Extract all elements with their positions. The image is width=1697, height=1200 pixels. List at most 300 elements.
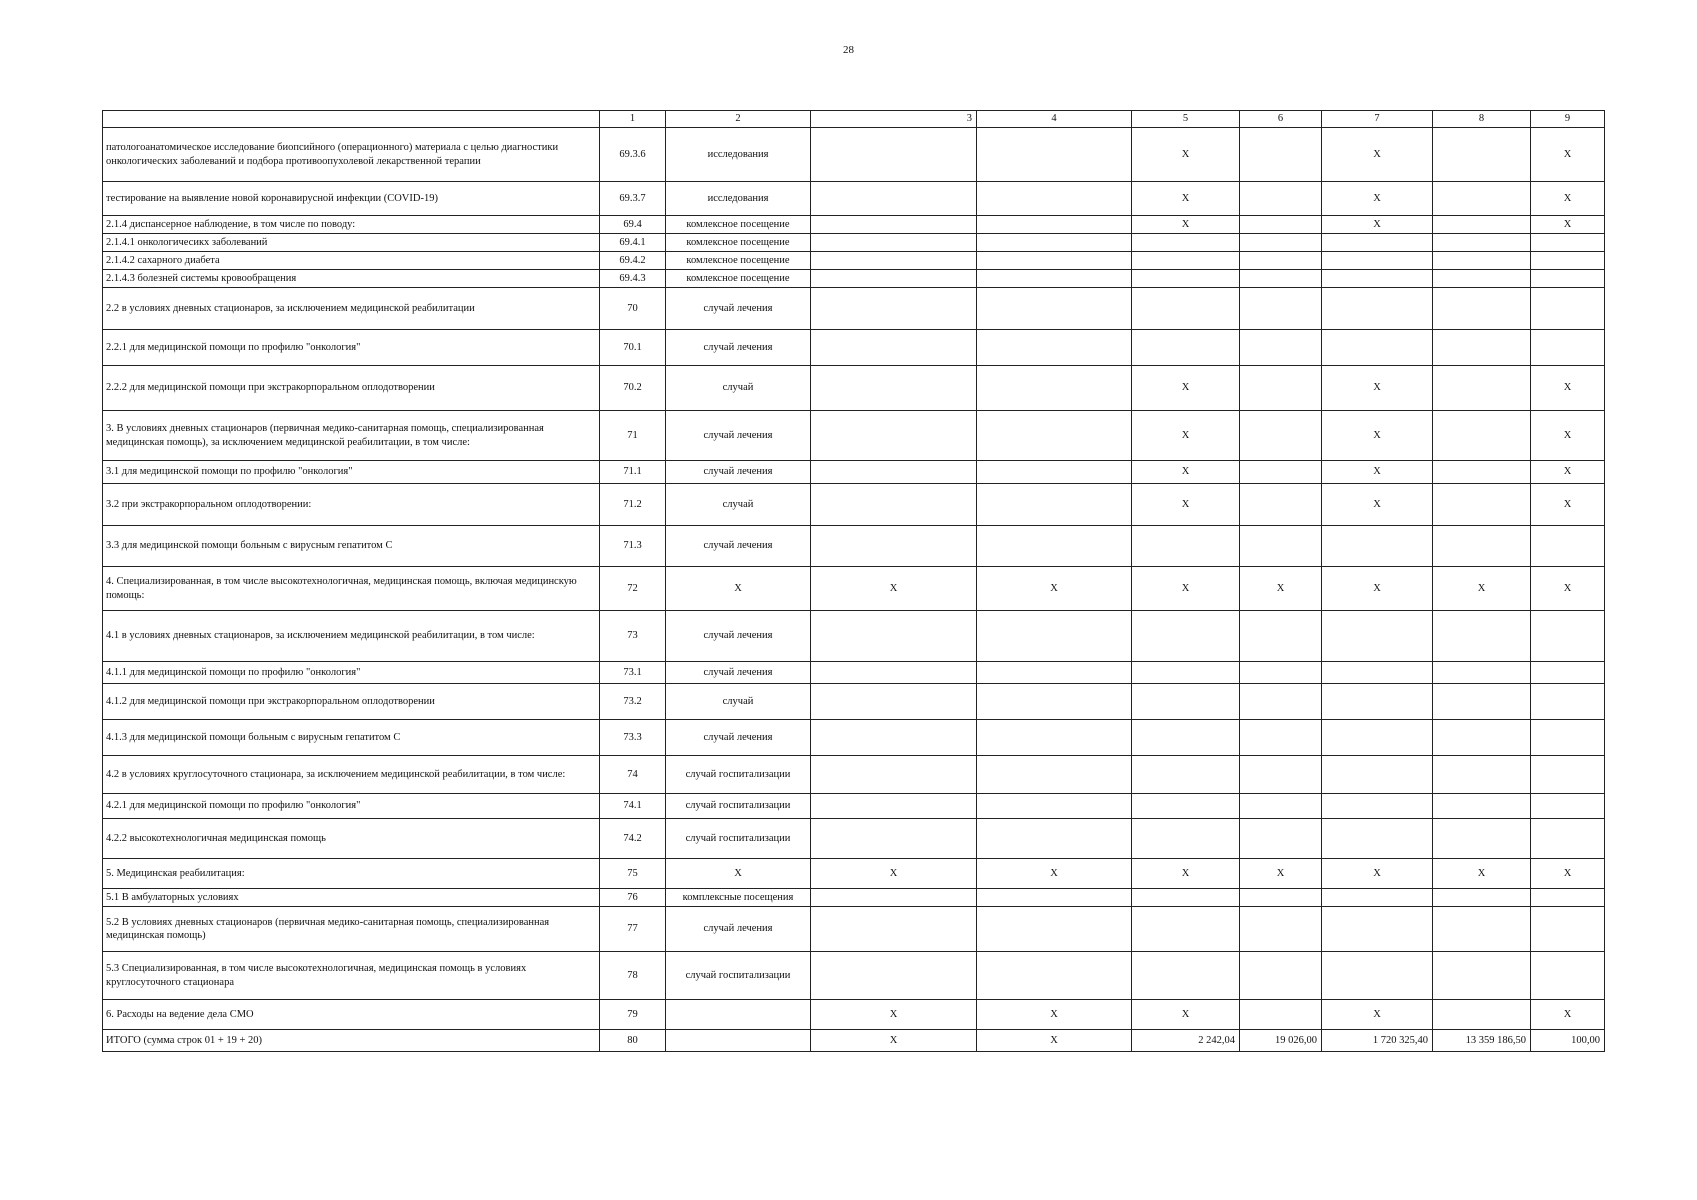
- row-col7-cell: X: [1322, 216, 1433, 234]
- table-row: [103, 411, 1605, 461]
- row-col5-cell: [1132, 526, 1240, 567]
- row-col7-cell: [1322, 794, 1433, 819]
- row-col4-cell: [977, 411, 1132, 461]
- row-unit-cell: случай госпитализации: [666, 794, 811, 819]
- row-col4-cell: [977, 756, 1132, 794]
- row-col4-cell: X: [977, 1000, 1132, 1030]
- row-number-cell: 71.2: [600, 484, 666, 526]
- row-col4-cell: [977, 720, 1132, 756]
- row-col9-cell: [1531, 526, 1605, 567]
- row-col9-cell: X: [1531, 411, 1605, 461]
- row-name-cell: 5.2 В условиях дневных стационаров (первичная медико-санитарная помощь, специализированная медицинская помощь): [103, 907, 600, 952]
- row-col6-cell: [1240, 684, 1322, 720]
- row-col4-cell: [977, 216, 1132, 234]
- row-number-cell: 71: [600, 411, 666, 461]
- row-col8-cell: [1433, 270, 1531, 288]
- row-col7-cell: X: [1322, 567, 1433, 611]
- row-col8-cell: [1433, 411, 1531, 461]
- row-col4-cell: [977, 484, 1132, 526]
- row-number-cell: 73.2: [600, 684, 666, 720]
- row-col3-cell: [811, 461, 977, 484]
- row-unit-cell: случай лечения: [666, 330, 811, 366]
- row-col6-cell: [1240, 270, 1322, 288]
- row-col7-cell: [1322, 234, 1433, 252]
- row-col5-cell: [1132, 270, 1240, 288]
- row-unit-cell: комлексное посещение: [666, 234, 811, 252]
- row-col8-cell: [1433, 819, 1531, 859]
- row-col7-cell: [1322, 288, 1433, 330]
- row-col7-cell: [1322, 330, 1433, 366]
- row-number-cell: 71.3: [600, 526, 666, 567]
- row-name-cell: 2.1.4.2 сахарного диабета: [103, 252, 600, 270]
- row-col6-cell: [1240, 234, 1322, 252]
- row-number-cell: 70.1: [600, 330, 666, 366]
- row-unit-cell: случай лечения: [666, 288, 811, 330]
- row-col8-cell: X: [1433, 567, 1531, 611]
- header-cell-0: [103, 111, 600, 128]
- header-cell-1: 1: [600, 111, 666, 128]
- row-name-cell: 2.2 в условиях дневных стационаров, за исключением медицинской реабилитации: [103, 288, 600, 330]
- row-col7-cell: X: [1322, 859, 1433, 889]
- row-col4-cell: [977, 182, 1132, 216]
- row-col6-cell: X: [1240, 859, 1322, 889]
- row-col8-cell: [1433, 1000, 1531, 1030]
- row-col7-cell: [1322, 819, 1433, 859]
- row-name-cell: 4.2 в условиях круглосуточного стационара, за исключением медицинской реабилитации, в том числе:: [103, 756, 600, 794]
- row-col9-cell: X: [1531, 567, 1605, 611]
- row-unit-cell: случай лечения: [666, 720, 811, 756]
- row-col9-cell: [1531, 794, 1605, 819]
- row-col5-cell: X: [1132, 484, 1240, 526]
- row-col3-cell: [811, 411, 977, 461]
- row-col3-cell: [811, 907, 977, 952]
- row-col7-cell: X: [1322, 411, 1433, 461]
- row-col8-cell: [1433, 889, 1531, 907]
- header-cell-8: 8: [1433, 111, 1531, 128]
- row-unit-cell: случай лечения: [666, 907, 811, 952]
- header-cell-5: 5: [1132, 111, 1240, 128]
- row-col6-cell: [1240, 330, 1322, 366]
- row-number-cell: 69.4: [600, 216, 666, 234]
- row-unit-cell: случай: [666, 484, 811, 526]
- row-col9-cell: 100,00: [1531, 1030, 1605, 1052]
- row-col3-cell: [811, 662, 977, 684]
- row-col9-cell: X: [1531, 216, 1605, 234]
- row-col8-cell: X: [1433, 859, 1531, 889]
- row-col3-cell: [811, 234, 977, 252]
- row-col5-cell: X: [1132, 182, 1240, 216]
- row-col4-cell: X: [977, 859, 1132, 889]
- row-unit-cell: случай лечения: [666, 461, 811, 484]
- row-name-cell: 3.3 для медицинской помощи больным с вирусным гепатитом С: [103, 526, 600, 567]
- row-name-cell: 6. Расходы на ведение дела СМО: [103, 1000, 600, 1030]
- row-col3-cell: [811, 889, 977, 907]
- row-col3-cell: [811, 270, 977, 288]
- row-number-cell: 73.3: [600, 720, 666, 756]
- row-col7-cell: X: [1322, 484, 1433, 526]
- row-col9-cell: [1531, 330, 1605, 366]
- table-row: [103, 128, 1605, 182]
- table-row: [103, 756, 1605, 794]
- row-col5-cell: [1132, 662, 1240, 684]
- row-col7-cell: [1322, 684, 1433, 720]
- table-body: [103, 111, 1605, 1052]
- row-col8-cell: [1433, 907, 1531, 952]
- row-col3-cell: X: [811, 567, 977, 611]
- row-col4-cell: [977, 128, 1132, 182]
- row-col7-cell: X: [1322, 461, 1433, 484]
- row-unit-cell: [666, 1000, 811, 1030]
- row-col6-cell: [1240, 1000, 1322, 1030]
- row-col7-cell: [1322, 720, 1433, 756]
- header-cell-4: 4: [977, 111, 1132, 128]
- row-number-cell: 72: [600, 567, 666, 611]
- row-unit-cell: случай: [666, 366, 811, 411]
- row-col3-cell: [811, 819, 977, 859]
- row-col9-cell: [1531, 819, 1605, 859]
- row-col9-cell: [1531, 662, 1605, 684]
- row-col9-cell: [1531, 234, 1605, 252]
- row-col5-cell: [1132, 234, 1240, 252]
- row-col8-cell: [1433, 128, 1531, 182]
- row-name-cell: тестирование на выявление новой коронавирусной инфекции (COVID-19): [103, 182, 600, 216]
- row-number-cell: 74: [600, 756, 666, 794]
- page-number: 28: [843, 44, 854, 56]
- row-unit-cell: [666, 1030, 811, 1052]
- row-col8-cell: [1433, 288, 1531, 330]
- row-col6-cell: [1240, 411, 1322, 461]
- row-col4-cell: [977, 952, 1132, 1000]
- row-col4-cell: [977, 234, 1132, 252]
- row-col8-cell: [1433, 952, 1531, 1000]
- row-number-cell: 76: [600, 889, 666, 907]
- row-col3-cell: [811, 128, 977, 182]
- row-number-cell: 69.4.2: [600, 252, 666, 270]
- row-name-cell: 5.1 В амбулаторных условиях: [103, 889, 600, 907]
- table-row: [103, 859, 1605, 889]
- row-col8-cell: [1433, 720, 1531, 756]
- row-unit-cell: случай лечения: [666, 411, 811, 461]
- table-row: [103, 794, 1605, 819]
- row-col5-cell: 2 242,04: [1132, 1030, 1240, 1052]
- row-col9-cell: [1531, 684, 1605, 720]
- row-col9-cell: X: [1531, 182, 1605, 216]
- header-cell-9: 9: [1531, 111, 1605, 128]
- row-col7-cell: [1322, 252, 1433, 270]
- row-col9-cell: [1531, 720, 1605, 756]
- row-col6-cell: [1240, 662, 1322, 684]
- row-col9-cell: X: [1531, 128, 1605, 182]
- row-unit-cell: комлексное посещение: [666, 252, 811, 270]
- row-col3-cell: [811, 366, 977, 411]
- row-col6-cell: [1240, 484, 1322, 526]
- row-col9-cell: [1531, 252, 1605, 270]
- row-number-cell: 69.4.1: [600, 234, 666, 252]
- row-col5-cell: [1132, 819, 1240, 859]
- row-col6-cell: [1240, 288, 1322, 330]
- table-row: [103, 1030, 1605, 1052]
- row-unit-cell: случай лечения: [666, 526, 811, 567]
- header-cell-2: 2: [666, 111, 811, 128]
- table-row: [103, 270, 1605, 288]
- row-col5-cell: X: [1132, 411, 1240, 461]
- row-unit-cell: комлексное посещение: [666, 216, 811, 234]
- row-col6-cell: [1240, 952, 1322, 1000]
- row-col6-cell: [1240, 889, 1322, 907]
- row-name-cell: 2.1.4.1 онкологичесикх заболеваний: [103, 234, 600, 252]
- row-col3-cell: [811, 288, 977, 330]
- row-col8-cell: [1433, 526, 1531, 567]
- row-col7-cell: [1322, 611, 1433, 662]
- row-col9-cell: [1531, 611, 1605, 662]
- row-col4-cell: [977, 662, 1132, 684]
- table-row: [103, 526, 1605, 567]
- row-col7-cell: 1 720 325,40: [1322, 1030, 1433, 1052]
- row-unit-cell: исследования: [666, 128, 811, 182]
- data-table: [102, 110, 1605, 1052]
- table-row: [103, 1000, 1605, 1030]
- row-number-cell: 74.2: [600, 819, 666, 859]
- row-col9-cell: X: [1531, 859, 1605, 889]
- row-col6-cell: [1240, 526, 1322, 567]
- table-row: [103, 252, 1605, 270]
- row-name-cell: 5.3 Специализированная, в том числе высокотехнологичная, медицинская помощь в условиях круглосуточного стационара: [103, 952, 600, 1000]
- row-col7-cell: [1322, 526, 1433, 567]
- row-col6-cell: X: [1240, 567, 1322, 611]
- row-name-cell: 4.2.1 для медицинской помощи по профилю "онкология": [103, 794, 600, 819]
- row-col6-cell: [1240, 611, 1322, 662]
- row-name-cell: 4.1.2 для медицинской помощи при экстракорпоральном оплодотворении: [103, 684, 600, 720]
- row-col9-cell: X: [1531, 484, 1605, 526]
- row-number-cell: 75: [600, 859, 666, 889]
- table-row: [103, 720, 1605, 756]
- row-col4-cell: [977, 461, 1132, 484]
- table-row: [103, 216, 1605, 234]
- row-unit-cell: случай госпитализации: [666, 819, 811, 859]
- row-col9-cell: [1531, 270, 1605, 288]
- row-col9-cell: X: [1531, 461, 1605, 484]
- row-col8-cell: [1433, 756, 1531, 794]
- row-name-cell: 2.1.4.3 болезней системы кровообращения: [103, 270, 600, 288]
- row-col4-cell: [977, 366, 1132, 411]
- row-col6-cell: [1240, 366, 1322, 411]
- row-unit-cell: случай: [666, 684, 811, 720]
- header-cell-7: 7: [1322, 111, 1433, 128]
- row-name-cell: 2.1.4 диспансерное наблюдение, в том числе по поводу:: [103, 216, 600, 234]
- row-col3-cell: [811, 252, 977, 270]
- row-col4-cell: [977, 270, 1132, 288]
- row-col3-cell: [811, 182, 977, 216]
- row-col5-cell: [1132, 330, 1240, 366]
- row-col5-cell: [1132, 720, 1240, 756]
- row-col3-cell: [811, 952, 977, 1000]
- row-col8-cell: [1433, 182, 1531, 216]
- row-col6-cell: [1240, 182, 1322, 216]
- header-cell-3: 3: [811, 111, 977, 128]
- row-col4-cell: [977, 889, 1132, 907]
- row-col8-cell: [1433, 684, 1531, 720]
- row-col4-cell: X: [977, 567, 1132, 611]
- row-col3-cell: [811, 684, 977, 720]
- row-col9-cell: [1531, 288, 1605, 330]
- row-name-cell: 3.1 для медицинской помощи по профилю "онкология": [103, 461, 600, 484]
- row-unit-cell: исследования: [666, 182, 811, 216]
- row-col3-cell: [811, 484, 977, 526]
- row-col8-cell: [1433, 216, 1531, 234]
- row-name-cell: 4.2.2 высокотехнологичная медицинская помощь: [103, 819, 600, 859]
- row-col5-cell: [1132, 252, 1240, 270]
- row-name-cell: 4.1.3 для медицинской помощи больным с вирусным гепатитом С: [103, 720, 600, 756]
- row-col5-cell: X: [1132, 461, 1240, 484]
- row-col3-cell: [811, 756, 977, 794]
- table-row: [103, 907, 1605, 952]
- row-unit-cell: случай лечения: [666, 611, 811, 662]
- row-col3-cell: X: [811, 1030, 977, 1052]
- table-row: [103, 662, 1605, 684]
- table-row: [103, 567, 1605, 611]
- row-col5-cell: X: [1132, 567, 1240, 611]
- row-col3-cell: [811, 526, 977, 567]
- table-row: [103, 366, 1605, 411]
- row-col3-cell: [811, 794, 977, 819]
- row-col6-cell: [1240, 794, 1322, 819]
- row-name-cell: ИТОГО (сумма строк 01 + 19 + 20): [103, 1030, 600, 1052]
- row-col8-cell: [1433, 461, 1531, 484]
- row-col3-cell: X: [811, 1000, 977, 1030]
- row-col5-cell: [1132, 889, 1240, 907]
- row-number-cell: 70: [600, 288, 666, 330]
- row-col8-cell: [1433, 611, 1531, 662]
- row-col4-cell: [977, 288, 1132, 330]
- table-row: [103, 182, 1605, 216]
- row-col7-cell: [1322, 270, 1433, 288]
- row-unit-cell: X: [666, 859, 811, 889]
- row-name-cell: 5. Медицинская реабилитация:: [103, 859, 600, 889]
- row-name-cell: 2.2.2 для медицинской помощи при экстракорпоральном оплодотворении: [103, 366, 600, 411]
- row-name-cell: 3.2 при экстракорпоральном оплодотворении:: [103, 484, 600, 526]
- row-col5-cell: [1132, 907, 1240, 952]
- row-number-cell: 80: [600, 1030, 666, 1052]
- table-row: [103, 461, 1605, 484]
- row-col5-cell: [1132, 611, 1240, 662]
- table-row: [103, 288, 1605, 330]
- row-name-cell: 4.1.1 для медицинской помощи по профилю "онкология": [103, 662, 600, 684]
- row-col3-cell: [811, 611, 977, 662]
- row-number-cell: 74.1: [600, 794, 666, 819]
- row-col7-cell: [1322, 889, 1433, 907]
- row-col3-cell: [811, 330, 977, 366]
- row-col8-cell: [1433, 330, 1531, 366]
- row-col5-cell: X: [1132, 128, 1240, 182]
- row-col4-cell: [977, 611, 1132, 662]
- row-col7-cell: X: [1322, 1000, 1433, 1030]
- row-col6-cell: [1240, 252, 1322, 270]
- row-col6-cell: 19 026,00: [1240, 1030, 1322, 1052]
- row-col6-cell: [1240, 216, 1322, 234]
- row-col9-cell: [1531, 907, 1605, 952]
- row-col5-cell: [1132, 684, 1240, 720]
- table-row: [103, 611, 1605, 662]
- row-col4-cell: [977, 252, 1132, 270]
- row-name-cell: 3. В условиях дневных стационаров (первичная медико-санитарная помощь, специализированная медицинская помощь), за исключением медицинской реабилитации, в том числе:: [103, 411, 600, 461]
- row-col8-cell: [1433, 662, 1531, 684]
- row-col8-cell: [1433, 794, 1531, 819]
- row-col7-cell: [1322, 907, 1433, 952]
- table-row: [103, 330, 1605, 366]
- row-col6-cell: [1240, 907, 1322, 952]
- row-col6-cell: [1240, 128, 1322, 182]
- row-col3-cell: [811, 720, 977, 756]
- table-row: [103, 484, 1605, 526]
- row-col5-cell: X: [1132, 216, 1240, 234]
- row-col7-cell: X: [1322, 182, 1433, 216]
- row-name-cell: 2.2.1 для медицинской помощи по профилю "онкология": [103, 330, 600, 366]
- row-number-cell: 78: [600, 952, 666, 1000]
- row-col5-cell: X: [1132, 859, 1240, 889]
- row-col8-cell: [1433, 366, 1531, 411]
- table-row: [103, 684, 1605, 720]
- row-col9-cell: X: [1531, 366, 1605, 411]
- row-col6-cell: [1240, 819, 1322, 859]
- row-col8-cell: [1433, 252, 1531, 270]
- row-number-cell: 71.1: [600, 461, 666, 484]
- row-unit-cell: комлексное посещение: [666, 270, 811, 288]
- row-col4-cell: [977, 907, 1132, 952]
- row-col7-cell: [1322, 662, 1433, 684]
- row-col4-cell: [977, 526, 1132, 567]
- row-number-cell: 69.4.3: [600, 270, 666, 288]
- row-col6-cell: [1240, 461, 1322, 484]
- row-col4-cell: [977, 794, 1132, 819]
- row-col9-cell: [1531, 889, 1605, 907]
- row-col9-cell: [1531, 952, 1605, 1000]
- table-row: [103, 234, 1605, 252]
- row-col4-cell: [977, 819, 1132, 859]
- row-number-cell: 69.3.7: [600, 182, 666, 216]
- row-col7-cell: [1322, 952, 1433, 1000]
- table-header-row: [103, 111, 1605, 128]
- row-col9-cell: [1531, 756, 1605, 794]
- row-col4-cell: [977, 684, 1132, 720]
- row-col6-cell: [1240, 720, 1322, 756]
- row-name-cell: 4. Специализированная, в том числе высокотехнологичная, медицинская помощь, включая медицинскую помощь:: [103, 567, 600, 611]
- row-number-cell: 70.2: [600, 366, 666, 411]
- row-col8-cell: [1433, 234, 1531, 252]
- row-col7-cell: [1322, 756, 1433, 794]
- row-col5-cell: [1132, 756, 1240, 794]
- row-col5-cell: [1132, 288, 1240, 330]
- row-col5-cell: X: [1132, 1000, 1240, 1030]
- row-unit-cell: случай лечения: [666, 662, 811, 684]
- row-name-cell: патологоанатомическое исследование биопсийного (операционного) материала с целью диагностики онкологических заболеваний и подбора противоопухолевой лекарственной терапии: [103, 128, 600, 182]
- row-col8-cell: [1433, 484, 1531, 526]
- row-number-cell: 73: [600, 611, 666, 662]
- row-col5-cell: X: [1132, 366, 1240, 411]
- header-cell-6: 6: [1240, 111, 1322, 128]
- row-col3-cell: [811, 216, 977, 234]
- row-col5-cell: [1132, 952, 1240, 1000]
- row-number-cell: 73.1: [600, 662, 666, 684]
- row-unit-cell: комплексные посещения: [666, 889, 811, 907]
- table-row: [103, 952, 1605, 1000]
- row-col5-cell: [1132, 794, 1240, 819]
- row-unit-cell: X: [666, 567, 811, 611]
- table-row: [103, 889, 1605, 907]
- row-col7-cell: X: [1322, 128, 1433, 182]
- row-col8-cell: 13 359 186,50: [1433, 1030, 1531, 1052]
- row-unit-cell: случай госпитализации: [666, 952, 811, 1000]
- row-col3-cell: X: [811, 859, 977, 889]
